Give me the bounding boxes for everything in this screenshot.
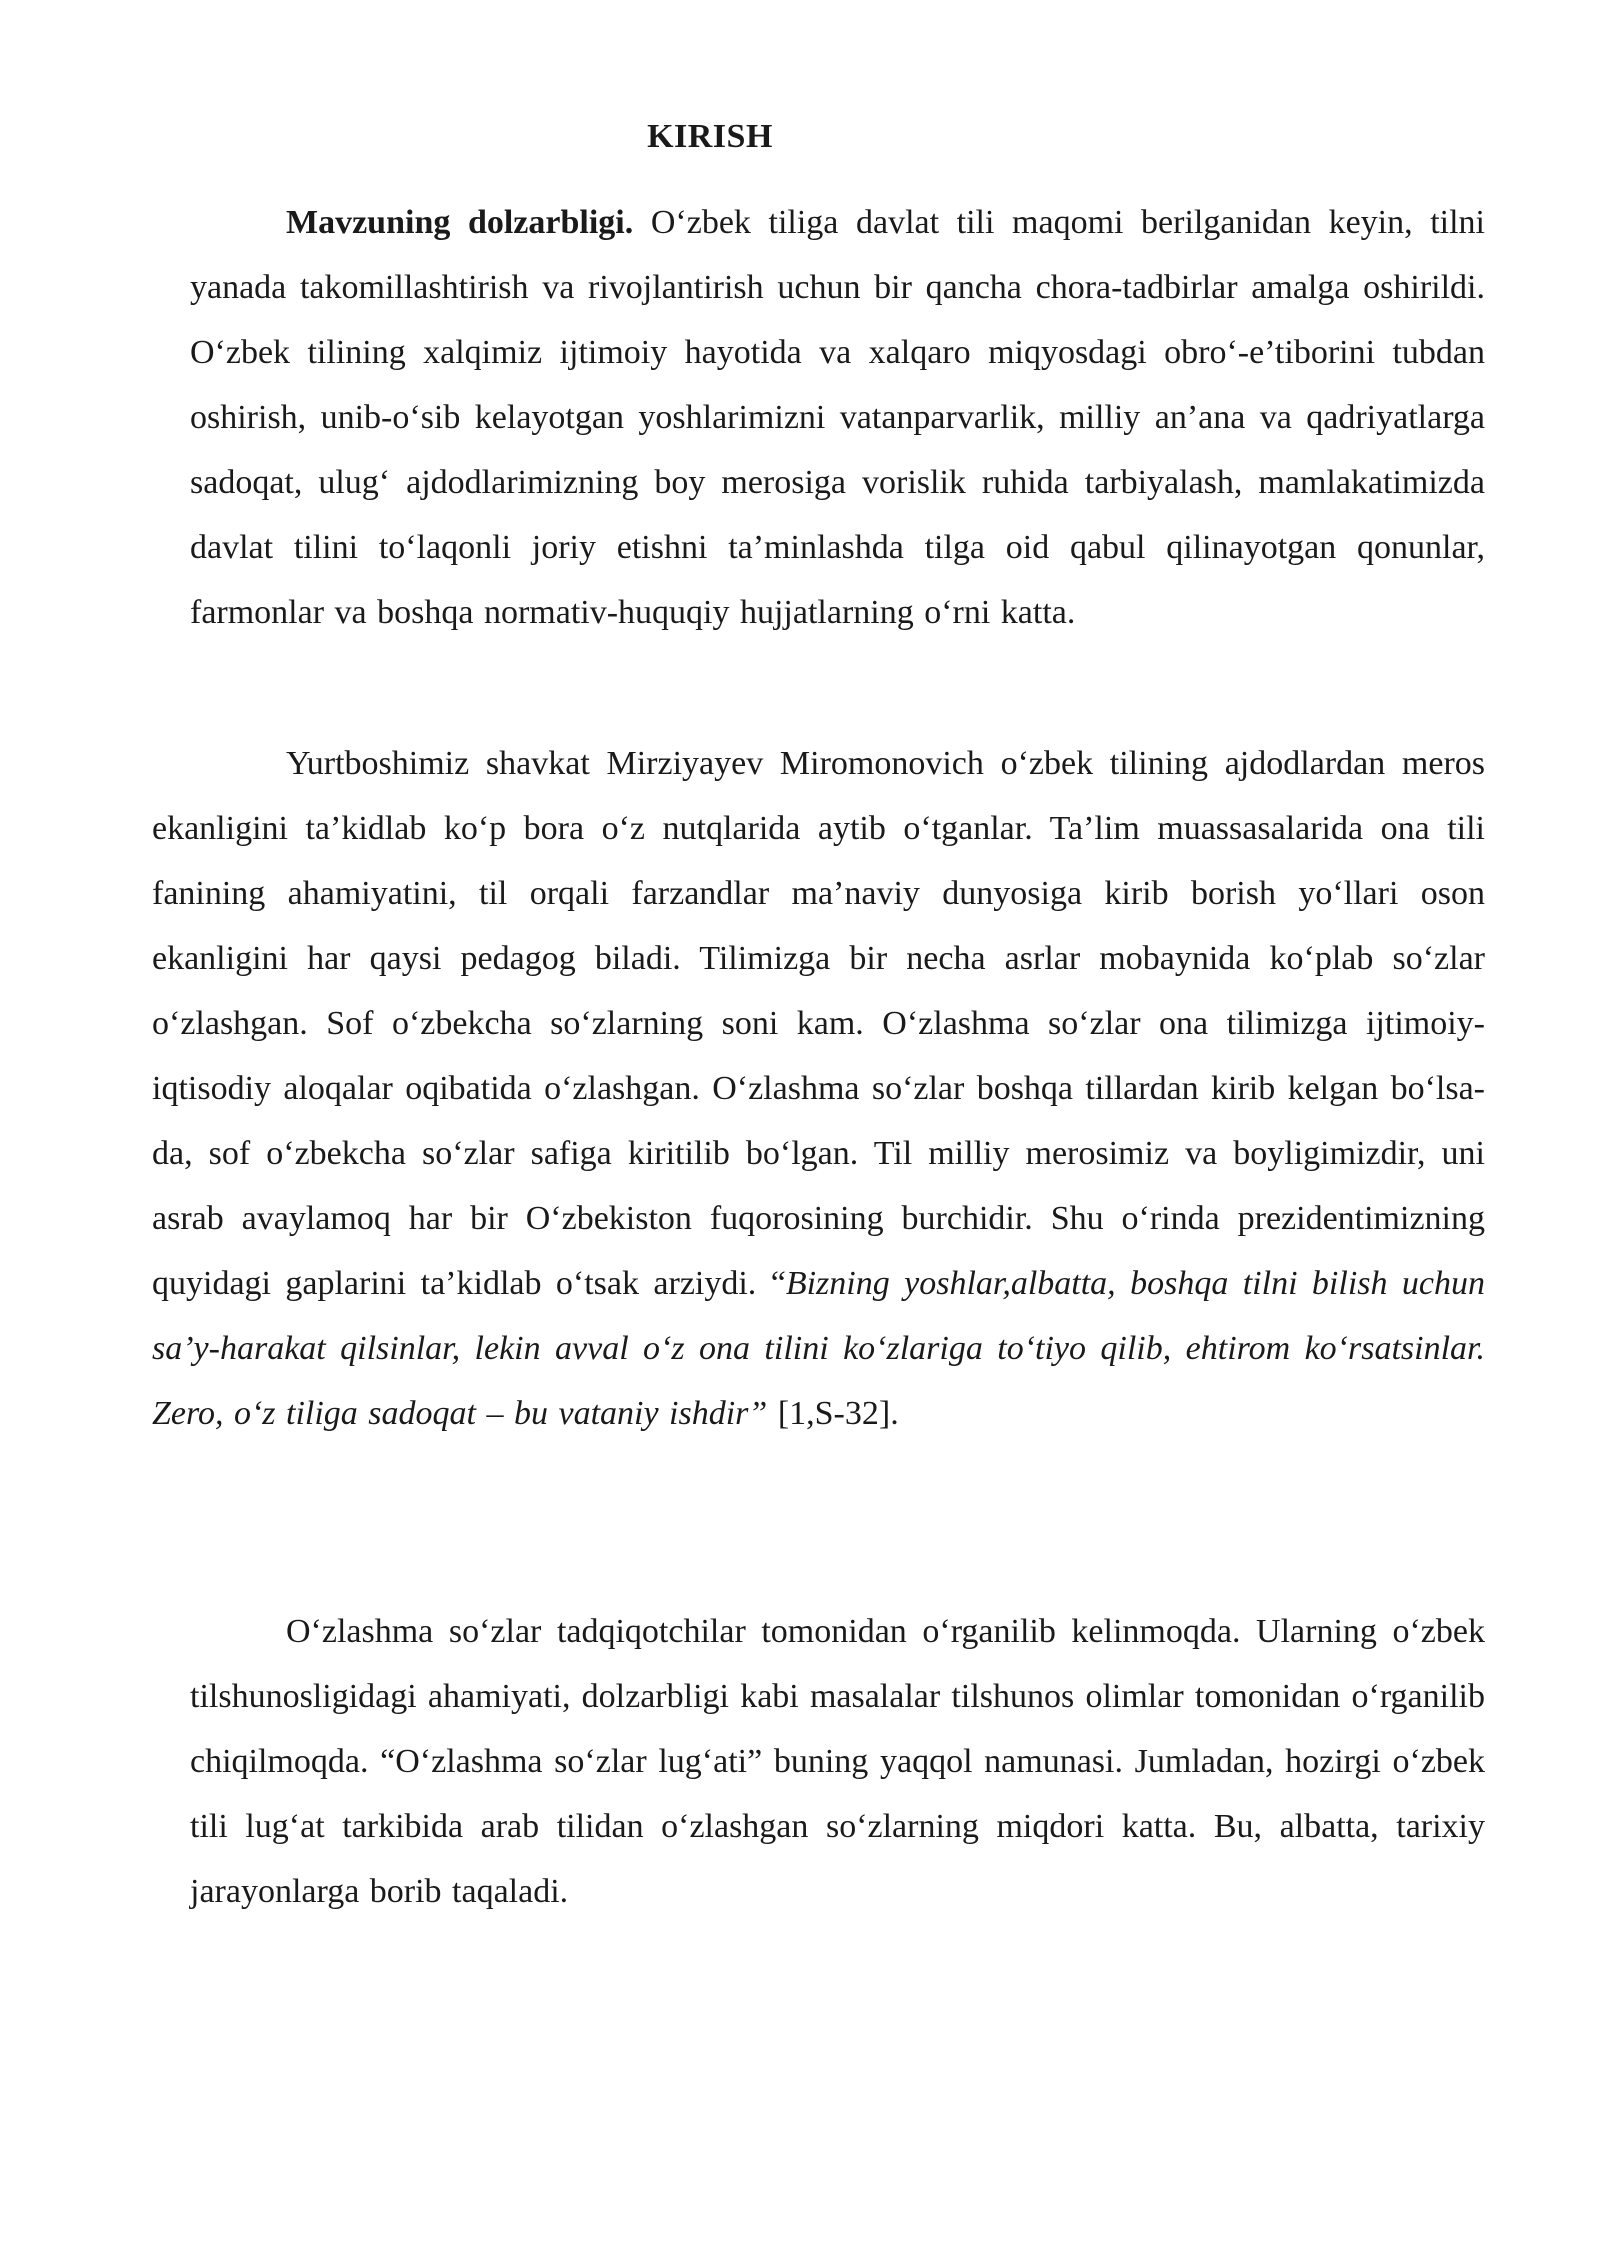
paragraph-quote: Bizning yoshlar,albatta, boshqa tilni bilish uchun sa’y-harakat qilsinlar, lekin avval o‘z ona tilini ko‘zlariga to‘tiyo qilib, ehtirom ko‘rsatsinlar. Zero, o‘z tiliga sadoqat – bu vataniy ishdir” bbox=[152, 1265, 1486, 1432]
paragraph-text: O‘zlashma so‘zlar tadqiqotchilar tomonidan o‘rganilib kelinmoqda. Ularning o‘zbek tilshunosligidagi ahamiyati, dolzarbligi kabi masalalar tilshunos olimlar tomonidan o‘rganilib chiqilmoqda. “O‘zlashma so‘zlar lug‘ati” buning yaqqol namunasi. Jumladan, hozirgi o‘zbek tili lug‘at tarkibida arab tilidan o‘zlashgan so‘zlarning miqdori katta. Bu, albatta, tarixiy jarayonlarga borib taqaladi. bbox=[190, 1613, 1485, 1910]
paragraph-citation: [1,S-32]. bbox=[767, 1395, 899, 1432]
paragraph-relevance bbox=[190, 190, 1485, 645]
paragraph-text: O‘zbek tiliga davlat tili maqomi berilganidan keyin, tilni yanada takomillashtirish va rivojlantirish uchun bir qancha chora-tadbirlar amalga oshirildi. O‘zbek tilining xalqimiz ijtimoiy hayotida va xalqaro miqyosdagi obro‘-e’tiborini tubdan oshirish, unib-o‘sib kelayotgan yoshlarimizni vatanparvarlik, milliy an’ana va qadriyatlarga sadoqat, ulug‘ ajdodlarimizning boy merosiga vorislik ruhida tarbiyalash, mamlakatimizda davlat tilini to‘laqonli joriy etishni ta’minlashda tilga oid qabul qilinayotgan qonunlar, farmonlar va boshqa normativ-huquqiy hujjatlarning o‘rni katta. bbox=[190, 204, 1486, 631]
paragraph-text: Yurtboshimiz shavkat Mirziyayev Miromonovich o‘zbek tilining ajdodlardan meros ekanligini ta’kidlab ko‘p bora o‘z nutqlarida aytib o‘tganlar. Ta’lim muassasalarida ona tili fanining ahamiyatini, til orqali farzandlar ma’naviy dunyosiga kirib borish yo‘llari oson ekanligini har qaysi pedagog biladi. Tilimizga bir necha asrlar mobaynida ko‘plab so‘zlar o‘zlashgan. Sof o‘zbekcha so‘zlarning soni kam. O‘zlashma so‘zlar ona tilimizga ijtimoiy-iqtisodiy aloqalar oqibatida o‘zlashgan. O‘zlashma so‘zlar boshqa tillardan kirib kelgan bo‘lsa-da, sof o‘zbekcha so‘zlar safiga kiritilib bo‘lgan. Til milliy merosimiz va boyligimizdir, uni asrab avaylamoq har bir O‘zbekiston fuqorosining burchidir. Shu o‘rinda prezidentimizning quyidagi gaplarini ta’kidlab o‘tsak arziydi. “ bbox=[152, 745, 1485, 1302]
paragraph-president bbox=[152, 731, 1485, 1446]
paragraph-loanwords bbox=[190, 1599, 1485, 1924]
paragraph-lead-heading: Mavzuning dolzarbligi. bbox=[286, 204, 634, 241]
page-title: KIRISH bbox=[647, 118, 773, 155]
